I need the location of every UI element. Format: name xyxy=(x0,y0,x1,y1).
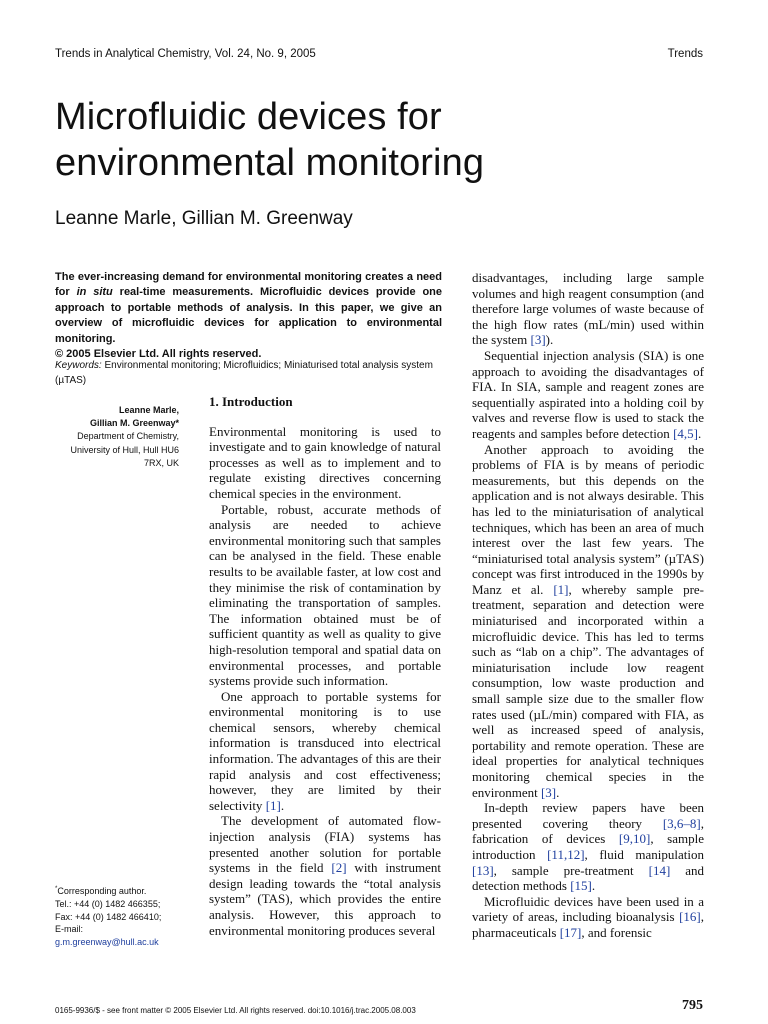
journal-citation: Trends in Analytical Chemistry, Vol. 24, No. 9, 2005 xyxy=(55,48,316,60)
abstract-text: The ever-increasing demand for environmental monitoring creates a need for in situ real-time measurements. Microfluidic devices provide one approach to portable methods of analysis. In this paper, we give an overview of microfluidic devices for application to environmental monitoring. xyxy=(55,271,442,345)
affiliation-univ: University of Hull, Hull HU6 xyxy=(70,444,179,455)
keywords-text: Environmental monitoring; Microfluidics; Miniaturised total analysis system (µTAS) xyxy=(55,360,433,386)
keywords xyxy=(55,359,442,388)
citation-link[interactable]: [1] xyxy=(553,581,569,597)
author-list: Leanne Marle, Gillian M. Greenway xyxy=(55,208,353,229)
body-column-middle xyxy=(209,394,441,938)
email-link[interactable]: g.m.greenway@hull.ac.uk xyxy=(55,937,159,948)
paragraph: In-depth review papers have been presented covering theory [3,6–8], fabrication of devices [9,10], sample introduction [11,12], fluid manipulation [13], sample pre-treatment [14] and detection methods [15]. xyxy=(472,800,705,894)
paragraph: Sequential injection analysis (SIA) is one approach to avoiding the disadvantages of FIA. In SIA, sample and reagent zones are sequentially aspirated into a holding coil by valves and reverse flow is used to stack the reagents and samples before detection [4,5]. xyxy=(472,347,704,441)
paragraph: Microfluidic devices have been used in a variety of areas, including bioanalysis [16], pharmaceuticals [17], and forensic xyxy=(472,893,704,940)
email-label: E-mail: xyxy=(55,924,84,935)
abstract-copyright: © 2005 Elsevier Ltd. All rights reserved. xyxy=(55,348,262,361)
footer-doi: 0165-9936/$ - see front matter © 2005 Elsevier Ltd. All rights reserved. doi:10.1016/j.trac.2005.08.003 xyxy=(55,1006,416,1015)
citation-link[interactable]: [13] xyxy=(472,862,494,878)
paragraph: Portable, robust, accurate methods of analysis are needed to achieve environmental monitoring such that samples can be analysed in the field. These enable results to be available faster, at low cost and they minimise the risk of contamination by eliminating the transportation of samples. The information obtained must be of sufficient quantity as well as quality to give high-resolution temporal and spatial data on environmental processes, and portable systems provide such information. xyxy=(209,501,441,689)
citation-link[interactable]: [15] xyxy=(570,878,592,894)
section-label: Trends xyxy=(667,48,703,60)
affiliation-name-1: Leanne Marle, xyxy=(118,405,179,415)
paragraph: disadvantages, including large sample volumes and high reagent consumption (and therefore large volumes of waste because of the high flow rates (mL/min) used within the system [3]). xyxy=(472,270,704,348)
citation-link[interactable]: [11,12] xyxy=(547,846,585,862)
abstract xyxy=(55,270,442,362)
affiliation-dept: Department of Chemistry, xyxy=(77,431,179,442)
paragraph: The development of automated flow-injection analysis (FIA) systems has presented another solution for portable systems in the field [2] with instrument design leading towards the “total analysis system” (TAS), which provides the entire analysis. However, this approach to environmental monitoring produces several xyxy=(209,813,441,938)
citation-link[interactable]: [17] xyxy=(559,924,582,940)
title-line-2: environmental monitoring xyxy=(55,142,485,184)
abstract-italic: in situ xyxy=(76,286,113,299)
citation-link[interactable]: [3] xyxy=(530,332,546,348)
title-line-1: Microfluidic devices for xyxy=(55,96,442,138)
paragraph: Environmental monitoring is used to investigate and to gain knowledge of natural processes as well as to implement and to regulate existing directives concerning chemical species in the environment. xyxy=(209,423,441,501)
article-title xyxy=(55,94,695,186)
page-number: 795 xyxy=(682,998,703,1013)
section-heading-introduction: 1. Introduction xyxy=(209,394,293,409)
citation-link[interactable]: [4,5] xyxy=(673,425,698,441)
author-affiliation xyxy=(55,404,179,470)
corresponding-author: *Corresponding author. Tel.: +44 (0) 1482 466355; Fax: +44 (0) 1482 466410; E-mail: g.m.greenway@hull.ac.uk xyxy=(55,883,195,949)
citation-link[interactable]: [9,10] xyxy=(618,831,651,847)
affiliation-name-2: Gillian M. Greenway* xyxy=(89,418,179,429)
fax: Fax: +44 (0) 1482 466410; xyxy=(55,911,162,922)
citation-link[interactable]: [3,6–8] xyxy=(662,815,701,831)
tel: Tel.: +44 (0) 1482 466355; xyxy=(55,898,161,909)
body-column-right xyxy=(472,270,704,941)
paragraph: Another approach to avoiding the problems of FIA is by means of periodic measurements, but this depends on the application and is not always desirable. This has led to the miniaturisation of analytical techniques, which has been an area of much interest over the last few years. The “miniaturised total analysis system” (µTAS) concept was first introduced in the 1990s by Manz et al. [1], whereby sample pre-treatment, separation and detection were miniaturised and incorporated within a microfluidic device. This has led to terms such as “lab on a chip”. The advantages of miniaturisation include low reagent consumption, low waste production and small sample size due to the smaller flow rates used (µL/min) compared with FIA, as well as increased speed of analysis, portability and remote operation. These are ideal properties for analytical techniques monitoring chemical species in the environment [3]. xyxy=(472,441,704,800)
citation-link[interactable]: [16] xyxy=(679,909,701,925)
citation-link[interactable]: [14] xyxy=(648,862,671,878)
citation-link[interactable]: [3] xyxy=(540,784,557,800)
citation-link[interactable]: [1] xyxy=(265,797,281,813)
citation-link[interactable]: [2] xyxy=(331,860,347,876)
keywords-label: Keywords: xyxy=(55,360,102,371)
paragraph: One approach to portable systems for environmental monitoring is to use chemical sensors, whereby chemical information is transduced into electrical information. The advantages of this are their rapid analysis and cost effectiveness; however, they are limited by their selectivity [1]. xyxy=(209,688,441,813)
affiliation-postcode: 7RX, UK xyxy=(143,457,179,468)
